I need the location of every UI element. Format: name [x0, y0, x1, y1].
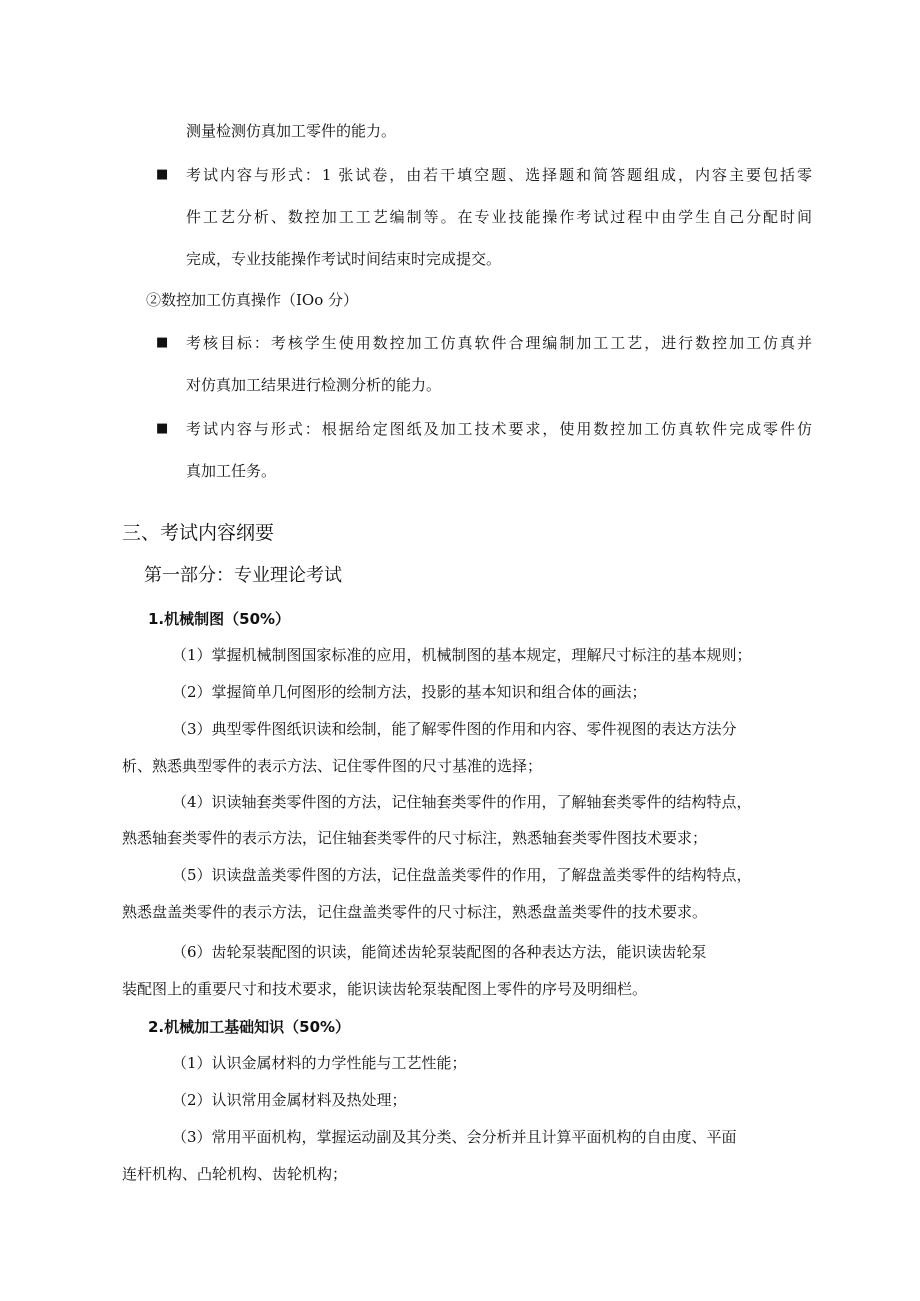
bullet3-line1: 考试内容与形式：根据给定图纸及加工技术要求，使用数控加工仿真软件完成零件仿	[186, 420, 812, 438]
bullet-square-icon: ■	[156, 335, 169, 350]
bullet1-line1: 考试内容与形式：1 张试卷，由若干填空题、选择题和简答题组成，内容主要包括零	[186, 166, 812, 184]
bullet3-line2: 真加工任务。	[186, 462, 277, 480]
bullet-square-icon: ■	[156, 167, 169, 182]
sub2-item3-line2: 连杆机构、凸轮机构、齿轮机构；	[122, 1165, 348, 1183]
item2-title: ②数控加工仿真操作（IOo 分）	[146, 291, 359, 309]
sub1-item6-line1: （6）齿轮泵装配图的识读，能简述齿轮泵装配图的各种表达方法，能识读齿轮泵	[172, 943, 707, 961]
sub1-item4-line2: 熟悉轴套类零件的表示方法，记住轴套类零件的尺寸标注，熟悉轴套类零件图技术要求；	[122, 829, 708, 847]
sub1-item5-line2: 熟悉盘盖类零件的表示方法，记住盘盖类零件的尺寸标注，熟悉盘盖类零件的技术要求。	[122, 903, 708, 921]
continued-line: 测量检测仿真加工零件的能力。	[186, 122, 397, 140]
sub1-item2: （2）掌握简单几何图形的绘制方法，投影的基本知识和组合体的画法；	[172, 683, 647, 701]
sub1-item1: （1）掌握机械制图国家标准的应用，机械制图的基本规定，理解尺寸标注的基本规则；	[172, 646, 752, 664]
bullet-square-icon: ■	[156, 421, 169, 436]
sub1-item3-line2: 析、熟悉典型零件的表示方法、记住零件图的尺寸基准的选择；	[122, 757, 543, 775]
sub1-title: 1.机械制图（50%）	[148, 610, 291, 628]
bullet1-line3: 完成，专业技能操作考试时间结束时完成提交。	[186, 250, 502, 268]
sub2-item1: （1）认识金属材料的力学性能与工艺性能；	[172, 1054, 467, 1072]
sub2-item3-line1: （3）常用平面机构，掌握运动副及其分类、会分析并且计算平面机构的自由度、平面	[172, 1128, 737, 1146]
bullet1-line2: 件工艺分析、数控加工工艺编制等。在专业技能操作考试过程中由学生自己分配时间	[186, 208, 812, 226]
sub2-title: 2.机械加工基础知识（50%）	[148, 1018, 351, 1036]
bullet2-line1: 考核目标：考核学生使用数控加工仿真软件合理编制加工工艺，进行数控加工仿真并	[186, 334, 812, 352]
sub1-item3-line1: （3）典型零件图纸识读和绘制，能了解零件图的作用和内容、零件视图的表达方法分	[172, 720, 737, 738]
section3-title: 三、考试内容纲要	[122, 522, 275, 544]
sub1-item5-line1: （5）识读盘盖类零件图的方法，记住盘盖类零件的作用，了解盘盖类零件的结构特点，	[172, 866, 752, 884]
sub1-item4-line1: （4）识读轴套类零件图的方法，记住轴套类零件的作用，了解轴套类零件的结构特点，	[172, 793, 752, 811]
sub2-item2: （2）认识常用金属材料及热处理；	[172, 1091, 407, 1109]
sub1-item6-line2: 装配图上的重要尺寸和技术要求，能识读齿轮泵装配图上零件的序号及明细栏。	[122, 980, 648, 998]
part1-title: 第一部分：专业理论考试	[144, 565, 342, 586]
bullet2-line2: 对仿真加工结果进行检测分析的能力。	[186, 376, 442, 394]
